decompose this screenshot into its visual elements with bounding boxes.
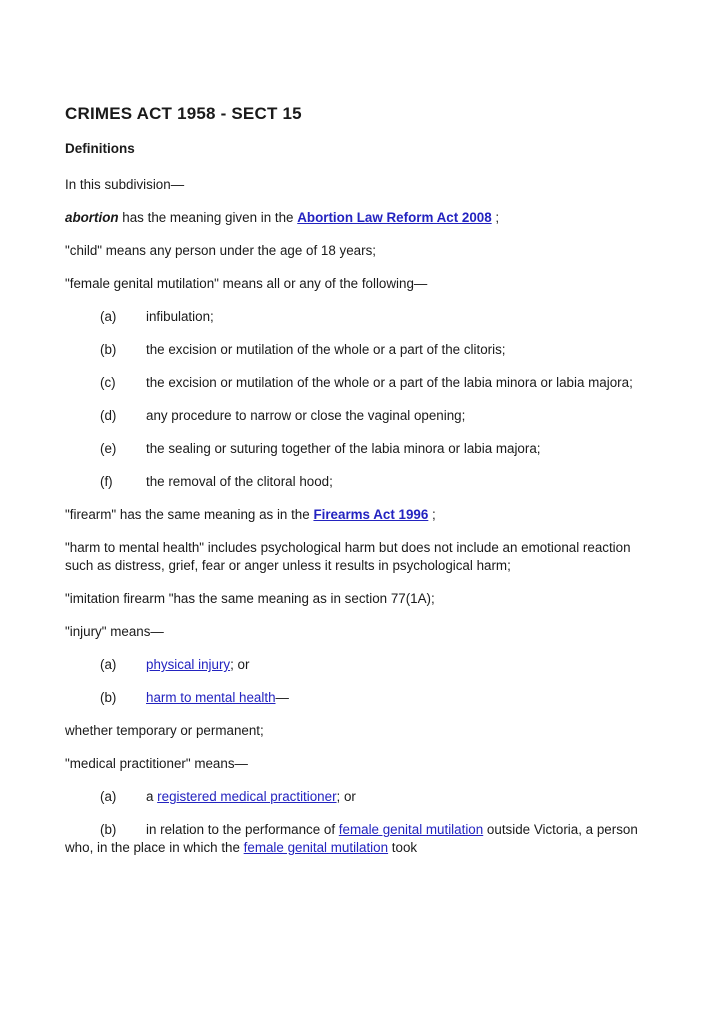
term-abortion: abortion — [65, 210, 119, 225]
whether-line: whether temporary or permanent; — [65, 723, 264, 738]
link-female-genital-mutilation-1[interactable]: female genital mutilation — [338, 822, 484, 837]
injury-item-a-tail: ; or — [230, 657, 250, 672]
fgm-item-c — [65, 374, 656, 392]
medical-item-a-pre: a — [146, 789, 158, 804]
fgm-item-e-label: (e) — [100, 441, 117, 456]
medical-item-a-label: (a) — [100, 789, 117, 804]
link-harm-to-mental-health[interactable]: harm to mental health — [146, 690, 276, 705]
fgm-item-a-label: (a) — [100, 309, 117, 324]
definition-abortion-text: has the meaning given in the — [118, 210, 298, 225]
fgm-item-c-text: the excision or mutilation of the whole or a part of the labia minora or labia majora; — [146, 375, 633, 390]
definition-child: "child" means any person under the age of 18 years; — [65, 243, 376, 258]
definition-firearm-text: "firearm" has the same meaning as in the — [65, 507, 314, 522]
injury-item-a — [65, 656, 656, 674]
definition-imitation-firearm: "imitation firearm "has the same meaning as in section 77(1A); — [65, 591, 435, 606]
definition-medical-practitioner-lead: "medical practitioner" means— — [65, 756, 248, 771]
fgm-item-b-label: (b) — [100, 342, 117, 357]
injury-item-b — [65, 689, 656, 707]
link-registered-medical-practitioner[interactable]: registered medical practitioner — [157, 789, 337, 804]
fgm-item-b — [65, 341, 656, 359]
link-abortion-law-reform-act-2008[interactable]: Abortion Law Reform Act 2008 — [297, 210, 492, 225]
intro-paragraph: In this subdivision— — [65, 177, 185, 192]
fgm-item-d-label: (d) — [100, 408, 117, 423]
fgm-item-f-text: the removal of the clitoral hood; — [146, 474, 333, 489]
definition-harm-to-mental-health: "harm to mental health" includes psychological harm but does not include an emotional reaction such as distress, grief, fear or anger unless it results in psychological harm; — [65, 540, 631, 573]
fgm-item-e — [65, 440, 656, 458]
fgm-item-a-text: infibulation; — [146, 309, 214, 324]
fgm-item-e-text: the sealing or suturing together of the labia minora or labia majora; — [146, 441, 541, 456]
medical-item-b-mid: outside Victoria, a person who, in the place in which the — [65, 822, 638, 855]
definition-abortion-tail: ; — [491, 210, 500, 225]
link-firearms-act-1996[interactable]: Firearms Act 1996 — [313, 507, 429, 522]
medical-item-b-label: (b) — [100, 822, 117, 837]
definition-firearm — [65, 506, 656, 524]
medical-item-a — [65, 788, 656, 806]
fgm-item-a — [65, 308, 656, 326]
fgm-item-d — [65, 407, 656, 425]
definition-firearm-tail: ; — [428, 507, 436, 522]
fgm-item-d-text: any procedure to narrow or close the vaginal opening; — [146, 408, 466, 423]
link-physical-injury[interactable]: physical injury — [146, 657, 231, 672]
definition-abortion — [65, 209, 656, 227]
definition-fgm-lead: "female genital mutilation" means all or any of the following— — [65, 276, 428, 291]
injury-item-b-label: (b) — [100, 690, 117, 705]
fgm-item-c-label: (c) — [100, 375, 116, 390]
medical-item-b-tail: took — [388, 840, 418, 855]
injury-item-a-label: (a) — [100, 657, 117, 672]
fgm-item-f — [65, 473, 656, 491]
definition-injury-lead: "injury" means— — [65, 624, 164, 639]
injury-item-b-tail: — — [275, 690, 289, 705]
medical-item-b — [65, 821, 656, 857]
page-title: CRIMES ACT 1958 - SECT 15 — [65, 104, 302, 123]
fgm-item-b-text: the excision or mutilation of the whole or a part of the clitoris; — [146, 342, 506, 357]
section-heading-definitions: Definitions — [65, 141, 135, 156]
fgm-item-f-label: (f) — [100, 474, 113, 489]
link-female-genital-mutilation-2[interactable]: female genital mutilation — [243, 840, 389, 855]
medical-item-a-tail: ; or — [336, 789, 356, 804]
medical-item-b-pre: in relation to the performance of — [146, 822, 339, 837]
